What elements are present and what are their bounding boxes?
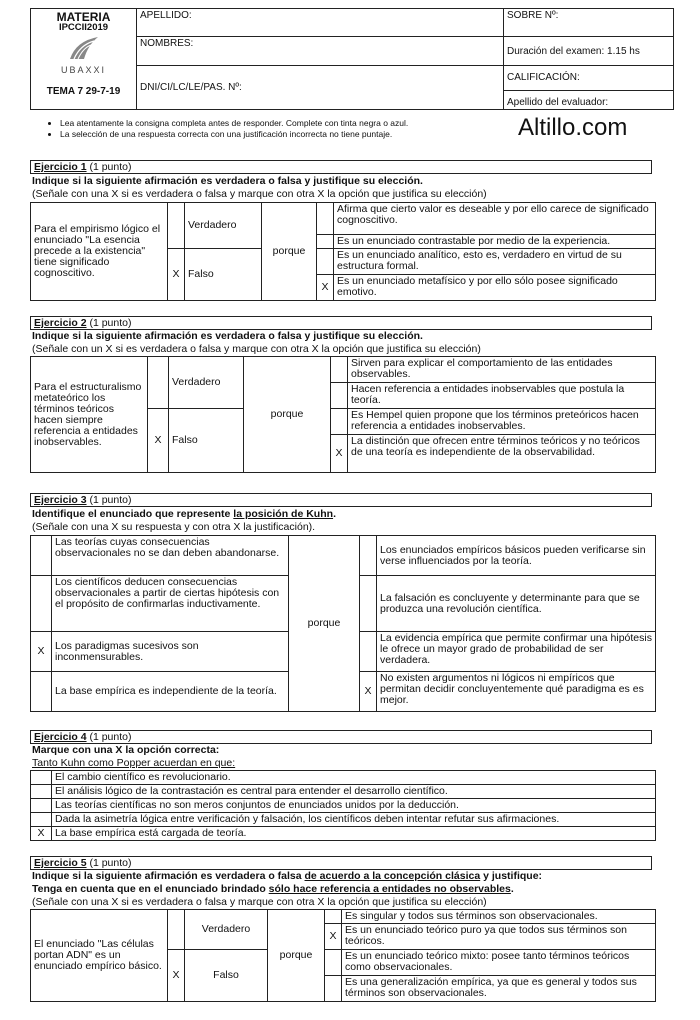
e4-table <box>30 770 656 841</box>
e5-instruction-underlined: de acuerdo a la concepción clásica <box>304 870 481 882</box>
e3-instruction-underlined: la posición de Kuhn <box>233 508 334 520</box>
e1-opt-f: Falso <box>185 249 262 301</box>
e3-porque: porque <box>289 536 360 712</box>
e3-sub: (Señale con una X su respuesta y con otra X la justificación). <box>32 521 316 533</box>
e1-statement: Para el empirismo lógico el enunciado "La esencia precede a la existencia" tiene significado cognoscitivo. <box>31 203 168 301</box>
instruction-item: • La selección de una respuesta correcta con una justificación incorrecta no tiene puntaje. <box>60 129 520 140</box>
materia-code: IPCCII2019 <box>58 22 109 33</box>
tema-label: TEMA 7 29-7-19 <box>46 86 121 97</box>
e2-opt-v: Verdadero <box>169 357 244 409</box>
e4-opt4: Dada la asimetría lógica entre verificación y falsación, los científicos deben intentar refutar sus afirmaciones. <box>52 813 656 827</box>
e5-instruction <box>32 870 542 882</box>
e4-mark-opt1[interactable] <box>31 771 52 785</box>
e3-mark-left1[interactable] <box>31 536 52 576</box>
e5-title: Ejercicio 5 <box>34 857 87 869</box>
e1-points: (1 punto) <box>89 161 132 173</box>
e5-instruction-text: Indique si la siguiente afirmación es verdadera o falsa <box>32 870 305 882</box>
e5-j1: Es singular y todos sus términos son observacionales. <box>342 910 656 924</box>
e1-sub: (Señale con una X si es verdadera o falsa y marque con otra X la opción que justifica su elección) <box>32 188 487 200</box>
e1-mark-j2[interactable] <box>317 235 334 249</box>
e1-mark-j1[interactable] <box>317 203 334 235</box>
e5-instruction2-text: Tenga en cuenta que en el enunciado brindado <box>32 883 269 895</box>
e2-points: (1 punto) <box>89 317 132 329</box>
e1-table <box>30 202 656 301</box>
e3-instruction-text: Identifique el enunciado que represente <box>32 508 234 520</box>
e1-title: Ejercicio 1 <box>34 161 87 173</box>
duracion-field: Duración del examen: 1.15 hs <box>504 37 674 66</box>
e5-mark-f[interactable]: X <box>168 950 185 1002</box>
e5-instruction2-end: . <box>510 883 514 895</box>
e3-right3: La evidencia empírica que permite confirmar una hipótesis le ofrece un mayor grado de probabilidad de ser verdadera. <box>377 632 656 672</box>
e5-mark-j4[interactable] <box>325 976 342 1002</box>
e5-mark-j3[interactable] <box>325 950 342 976</box>
header-logo-cell <box>31 9 137 110</box>
e1-instruction: Indique si la siguiente afirmación es verdadera o falsa y justifique su elección. <box>32 175 423 187</box>
institution-name: UBAXXI <box>60 65 106 75</box>
e2-porque: porque <box>244 357 331 473</box>
e4-mark-opt4[interactable] <box>31 813 52 827</box>
calificacion-cell <box>504 66 674 110</box>
e2-statement: Para el estructuralismo metateórico los términos teóricos hacen siempre referencia a entidades inobservables. <box>31 357 148 473</box>
instruction-item: • Lea atentamente la consigna completa antes de responder. Complete con tinta negra o azul. <box>60 118 520 129</box>
e4-opt1: El cambio científico es revolucionario. <box>52 771 656 785</box>
e5-mark-v[interactable] <box>168 910 185 950</box>
e1-j3: Es un enunciado analítico, esto es, verdadero en virtud de su estructura formal. <box>334 249 656 275</box>
e2-j1: Sirven para explicar el comportamiento de las entidades observables. <box>348 357 656 383</box>
e5-opt-v: Verdadero <box>185 910 268 950</box>
e1-porque: porque <box>262 203 317 301</box>
instructions-list <box>42 118 520 140</box>
e1-mark-f[interactable]: X <box>168 249 185 301</box>
e2-sub: (Señale con un X si es verdadera o falsa y marque con otra X la opción que justifica su elección) <box>32 343 481 355</box>
e2-mark-j2[interactable] <box>331 383 348 409</box>
e2-mark-j4[interactable]: X <box>331 435 348 473</box>
e4-opt5: La base empírica está cargada de teoría. <box>52 827 656 841</box>
e5-sub: (Señale con una X si es verdadera o falsa y marque con otra X la opción que justifica su elección) <box>32 896 487 908</box>
e2-table <box>30 356 656 473</box>
e2-mark-f[interactable]: X <box>148 409 169 473</box>
apellido-field[interactable]: APELLIDO: <box>137 9 504 37</box>
e3-mark-right1[interactable] <box>360 536 377 576</box>
e4-mark-opt3[interactable] <box>31 799 52 813</box>
e5-table <box>30 909 656 1002</box>
e3-left4: La base empírica es independiente de la teoría. <box>52 672 289 712</box>
e3-instruction <box>32 508 336 520</box>
e3-left3: Los paradigmas sucesivos son inconmensurables. <box>52 632 289 672</box>
e5-title-box <box>30 856 652 870</box>
e3-mark-right4[interactable]: X <box>360 672 377 712</box>
e1-j2: Es un enunciado contrastable por medio de la experiencia. <box>334 235 656 249</box>
e3-points: (1 punto) <box>89 494 132 506</box>
e1-j1: Afirma que cierto valor es deseable y por ello carece de significado cognoscitivo. <box>334 203 656 235</box>
evaluador-field[interactable]: Apellido del evaluador: <box>507 97 609 108</box>
e5-j3: Es un enunciado teórico mixto: posee tanto términos teóricos como observacionales. <box>342 950 656 976</box>
e2-mark-j1[interactable] <box>331 357 348 383</box>
e2-j2: Hacen referencia a entidades inobservables que postula la teoría. <box>348 383 656 409</box>
e4-mark-opt2[interactable] <box>31 785 52 799</box>
e2-j3: Es Hempel quien propone que los términos preteóricos hacen referencia a entidades inobservables. <box>348 409 656 435</box>
header-table <box>30 8 674 110</box>
e5-porque: porque <box>268 910 325 1002</box>
e5-instruction2 <box>32 883 514 895</box>
e5-points: (1 punto) <box>89 857 132 869</box>
materia-label: MATERIA <box>56 10 111 24</box>
dni-field[interactable]: DNI/CI/LC/LE/PAS. Nº: <box>137 66 504 110</box>
watermark: Altillo.com <box>518 114 628 141</box>
e4-title: Ejercicio 4 <box>34 731 87 743</box>
e3-mark-left3[interactable]: X <box>31 632 52 672</box>
e4-title-box <box>30 730 652 744</box>
e3-left1: Las teorías cuyas consecuencias observacionales no se dan deben abandonarse. <box>52 536 289 576</box>
e2-title: Ejercicio 2 <box>34 317 87 329</box>
e4-sub: Tanto Kuhn como Popper acuerdan en que: <box>32 757 236 769</box>
e3-mark-left4[interactable] <box>31 672 52 712</box>
e2-mark-v[interactable] <box>148 357 169 409</box>
e2-j4: La distinción que ofrecen entre términos teóricos y no teóricos de una teoría es independiente de la observabilidad. <box>348 435 656 473</box>
e5-mark-j2[interactable]: X <box>325 924 342 950</box>
e3-instruction-end: . <box>333 508 336 520</box>
e3-right1: Los enunciados empíricos básicos pueden verificarse sin verse influenciados por la teoría. <box>377 536 656 576</box>
e3-left2: Los científicos deducen consecuencias observacionales a partir de ciertas hipótesis con el propósito de confirmarlas inductivamente. <box>52 576 289 632</box>
e5-instruction2-underlined: sólo hace referencia a entidades no observables <box>268 883 511 895</box>
e2-opt-f: Falso <box>169 409 244 473</box>
calificacion-field[interactable]: CALIFICACIÓN: <box>504 66 673 91</box>
e1-mark-j4[interactable]: X <box>317 275 334 301</box>
e5-instruction-end: y justifique: <box>480 870 543 882</box>
e5-j4: Es una generalización empírica, ya que es general y todos sus términos son observacionales. <box>342 976 656 1002</box>
e5-statement: El enunciado "Las células portan ADN" es un enunciado empírico básico. <box>31 910 168 1002</box>
e3-title-box <box>30 493 652 507</box>
e1-opt-v: Verdadero <box>185 203 262 249</box>
nombres-field[interactable]: NOMBRES: <box>137 37 504 66</box>
e3-table <box>30 535 656 712</box>
e1-j4: Es un enunciado metafísico y por ello sólo posee significado emotivo. <box>334 275 656 301</box>
e3-title: Ejercicio 3 <box>34 494 87 506</box>
e1-title-box <box>30 160 652 174</box>
e3-right4: No existen argumentos ni lógicos ni empíricos que permitan decidir concluyentemente qué paradigma es es mejor. <box>377 672 656 712</box>
e1-mark-v[interactable] <box>168 203 185 249</box>
e3-mark-right2[interactable] <box>360 576 377 632</box>
e4-instruction: Marque con una X la opción correcta: <box>32 744 220 756</box>
e4-mark-opt5[interactable]: X <box>31 827 52 841</box>
uba-logo-icon <box>64 35 104 61</box>
e4-points: (1 punto) <box>89 731 132 743</box>
e3-mark-right3[interactable] <box>360 632 377 672</box>
e1-mark-j3[interactable] <box>317 249 334 275</box>
e5-j2: Es un enunciado teórico puro ya que todos sus términos son teóricos. <box>342 924 656 950</box>
sobre-field[interactable]: SOBRE Nº: <box>504 9 674 37</box>
e4-opt2: El análisis lógico de la contrastación es central para entender el desarrollo científico. <box>52 785 656 799</box>
e2-mark-j3[interactable] <box>331 409 348 435</box>
e3-mark-left2[interactable] <box>31 576 52 632</box>
e2-title-box <box>30 316 652 330</box>
e2-instruction: Indique si la siguiente afirmación es verdadera o falsa y justifique su elección. <box>32 330 423 342</box>
e5-mark-j1[interactable] <box>325 910 342 924</box>
e5-opt-f: Falso <box>185 950 268 1002</box>
e4-opt3: Las teorías científicas no son meros conjuntos de enunciados unidos por la deducción. <box>52 799 656 813</box>
e3-right2: La falsación es concluyente y determinante para que se produzca una revolución científica. <box>377 576 656 632</box>
